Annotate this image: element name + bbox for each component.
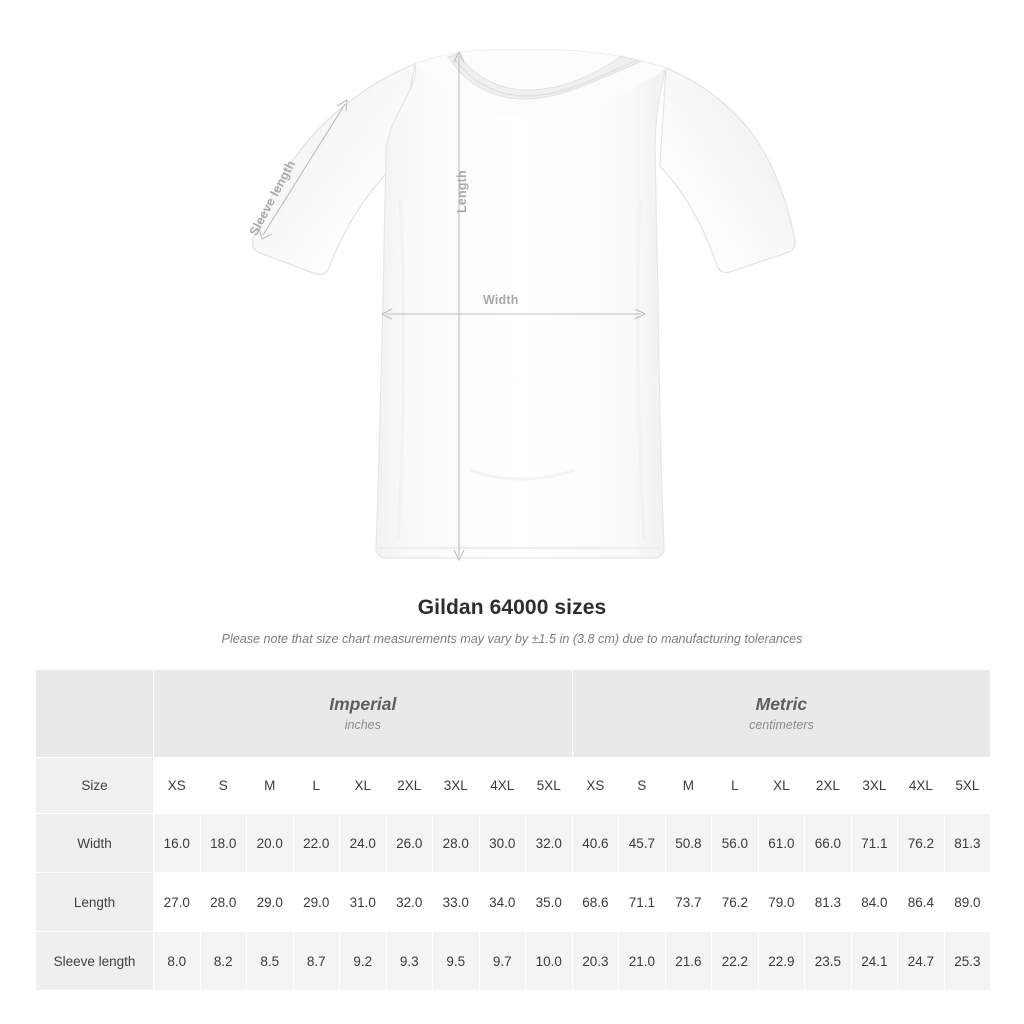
cell-length-metric-5xl: 89.0 bbox=[944, 873, 991, 932]
page-title: Gildan 64000 sizes bbox=[417, 596, 607, 619]
system-header-row bbox=[36, 670, 991, 758]
cell-length-imperial-xs: 27.0 bbox=[154, 873, 201, 932]
cell-sleeve-metric-3xl: 24.1 bbox=[851, 932, 898, 991]
cell-width-imperial-xl: 24.0 bbox=[340, 814, 387, 873]
cell-length-imperial-l: 29.0 bbox=[293, 873, 340, 932]
cell-length-metric-xl: 79.0 bbox=[758, 873, 805, 932]
col-head-metric-2xl: 2XL bbox=[805, 758, 852, 814]
col-head-metric-3xl: 3XL bbox=[851, 758, 898, 814]
cell-sleeve-metric-xs: 20.3 bbox=[572, 932, 619, 991]
cell-sleeve-imperial-4xl: 9.7 bbox=[479, 932, 526, 991]
cell-length-imperial-3xl: 33.0 bbox=[433, 873, 480, 932]
cell-width-imperial-l: 22.0 bbox=[293, 814, 340, 873]
cell-width-metric-4xl: 76.2 bbox=[898, 814, 945, 873]
cell-length-imperial-s: 28.0 bbox=[200, 873, 247, 932]
width-dimension-label: Width bbox=[483, 293, 519, 307]
cell-width-imperial-xs: 16.0 bbox=[154, 814, 201, 873]
cell-width-imperial-5xl: 32.0 bbox=[526, 814, 573, 873]
cell-width-imperial-m: 20.0 bbox=[247, 814, 294, 873]
col-head-imperial-4xl: 4XL bbox=[479, 758, 526, 814]
table-row bbox=[36, 814, 991, 873]
col-head-imperial-m: M bbox=[247, 758, 294, 814]
system-group-imperial bbox=[154, 670, 573, 758]
system-unit-metric: centimeters bbox=[749, 718, 814, 733]
tolerance-note: Please note that size chart measurements may vary by ±1.5 in (3.8 cm) due to manufacturing tolerances bbox=[221, 632, 803, 646]
cell-length-imperial-xl: 31.0 bbox=[340, 873, 387, 932]
cell-length-imperial-5xl: 35.0 bbox=[526, 873, 573, 932]
size-chart-table-wrap bbox=[35, 669, 989, 991]
cell-width-metric-s: 45.7 bbox=[619, 814, 666, 873]
cell-sleeve-imperial-5xl: 10.0 bbox=[526, 932, 573, 991]
cell-width-imperial-s: 18.0 bbox=[200, 814, 247, 873]
col-head-metric-m: M bbox=[665, 758, 712, 814]
cell-length-metric-l: 76.2 bbox=[712, 873, 759, 932]
cell-width-imperial-2xl: 26.0 bbox=[386, 814, 433, 873]
cell-width-metric-l: 56.0 bbox=[712, 814, 759, 873]
col-head-imperial-3xl: 3XL bbox=[433, 758, 480, 814]
cell-length-metric-xs: 68.6 bbox=[572, 873, 619, 932]
col-head-imperial-xl: XL bbox=[340, 758, 387, 814]
cell-width-metric-xs: 40.6 bbox=[572, 814, 619, 873]
cell-length-metric-3xl: 84.0 bbox=[851, 873, 898, 932]
table-row bbox=[36, 932, 991, 991]
sleeve-length-dimension-label: Sleeve length bbox=[246, 157, 299, 238]
cell-sleeve-metric-l: 22.2 bbox=[712, 932, 759, 991]
system-name-imperial: Imperial bbox=[329, 693, 397, 714]
cell-sleeve-imperial-xl: 9.2 bbox=[340, 932, 387, 991]
cell-width-metric-xl: 61.0 bbox=[758, 814, 805, 873]
size-header-row bbox=[36, 758, 991, 814]
cell-width-metric-3xl: 71.1 bbox=[851, 814, 898, 873]
size-header-label: Size bbox=[36, 758, 154, 814]
title-block bbox=[0, 596, 1024, 646]
cell-length-metric-s: 71.1 bbox=[619, 873, 666, 932]
col-head-imperial-5xl: 5XL bbox=[526, 758, 573, 814]
cell-length-imperial-2xl: 32.0 bbox=[386, 873, 433, 932]
system-unit-imperial: inches bbox=[344, 718, 381, 733]
size-chart-table bbox=[35, 669, 991, 991]
cell-sleeve-imperial-m: 8.5 bbox=[247, 932, 294, 991]
cell-sleeve-metric-m: 21.6 bbox=[665, 932, 712, 991]
length-dimension-label: Length bbox=[455, 170, 469, 213]
col-head-metric-xs: XS bbox=[572, 758, 619, 814]
col-head-metric-l: L bbox=[712, 758, 759, 814]
cell-length-metric-m: 73.7 bbox=[665, 873, 712, 932]
col-head-metric-4xl: 4XL bbox=[898, 758, 945, 814]
corner-cell bbox=[36, 670, 154, 758]
col-head-metric-xl: XL bbox=[758, 758, 805, 814]
system-group-metric bbox=[572, 670, 991, 758]
cell-width-imperial-4xl: 30.0 bbox=[479, 814, 526, 873]
cell-sleeve-imperial-xs: 8.0 bbox=[154, 932, 201, 991]
cell-width-metric-m: 50.8 bbox=[665, 814, 712, 873]
cell-sleeve-metric-s: 21.0 bbox=[619, 932, 666, 991]
cell-length-imperial-m: 29.0 bbox=[247, 873, 294, 932]
cell-width-metric-2xl: 66.0 bbox=[805, 814, 852, 873]
cell-sleeve-metric-4xl: 24.7 bbox=[898, 932, 945, 991]
col-head-imperial-2xl: 2XL bbox=[386, 758, 433, 814]
cell-sleeve-metric-2xl: 23.5 bbox=[805, 932, 852, 991]
cell-sleeve-imperial-s: 8.2 bbox=[200, 932, 247, 991]
cell-length-metric-2xl: 81.3 bbox=[805, 873, 852, 932]
col-head-imperial-l: L bbox=[293, 758, 340, 814]
cell-length-metric-4xl: 86.4 bbox=[898, 873, 945, 932]
cell-sleeve-imperial-3xl: 9.5 bbox=[433, 932, 480, 991]
col-head-imperial-s: S bbox=[200, 758, 247, 814]
cell-width-metric-5xl: 81.3 bbox=[944, 814, 991, 873]
col-head-imperial-xs: XS bbox=[154, 758, 201, 814]
cell-sleeve-metric-xl: 22.9 bbox=[758, 932, 805, 991]
table-row bbox=[36, 873, 991, 932]
row-label-width: Width bbox=[36, 814, 154, 873]
cell-sleeve-imperial-l: 8.7 bbox=[293, 932, 340, 991]
cell-sleeve-metric-5xl: 25.3 bbox=[944, 932, 991, 991]
row-label-sleeve-length: Sleeve length bbox=[36, 932, 154, 991]
col-head-metric-5xl: 5XL bbox=[944, 758, 991, 814]
cell-length-imperial-4xl: 34.0 bbox=[479, 873, 526, 932]
row-label-length: Length bbox=[36, 873, 154, 932]
system-name-metric: Metric bbox=[755, 693, 808, 714]
cell-sleeve-imperial-2xl: 9.3 bbox=[386, 932, 433, 991]
col-head-metric-s: S bbox=[619, 758, 666, 814]
cell-width-imperial-3xl: 28.0 bbox=[433, 814, 480, 873]
